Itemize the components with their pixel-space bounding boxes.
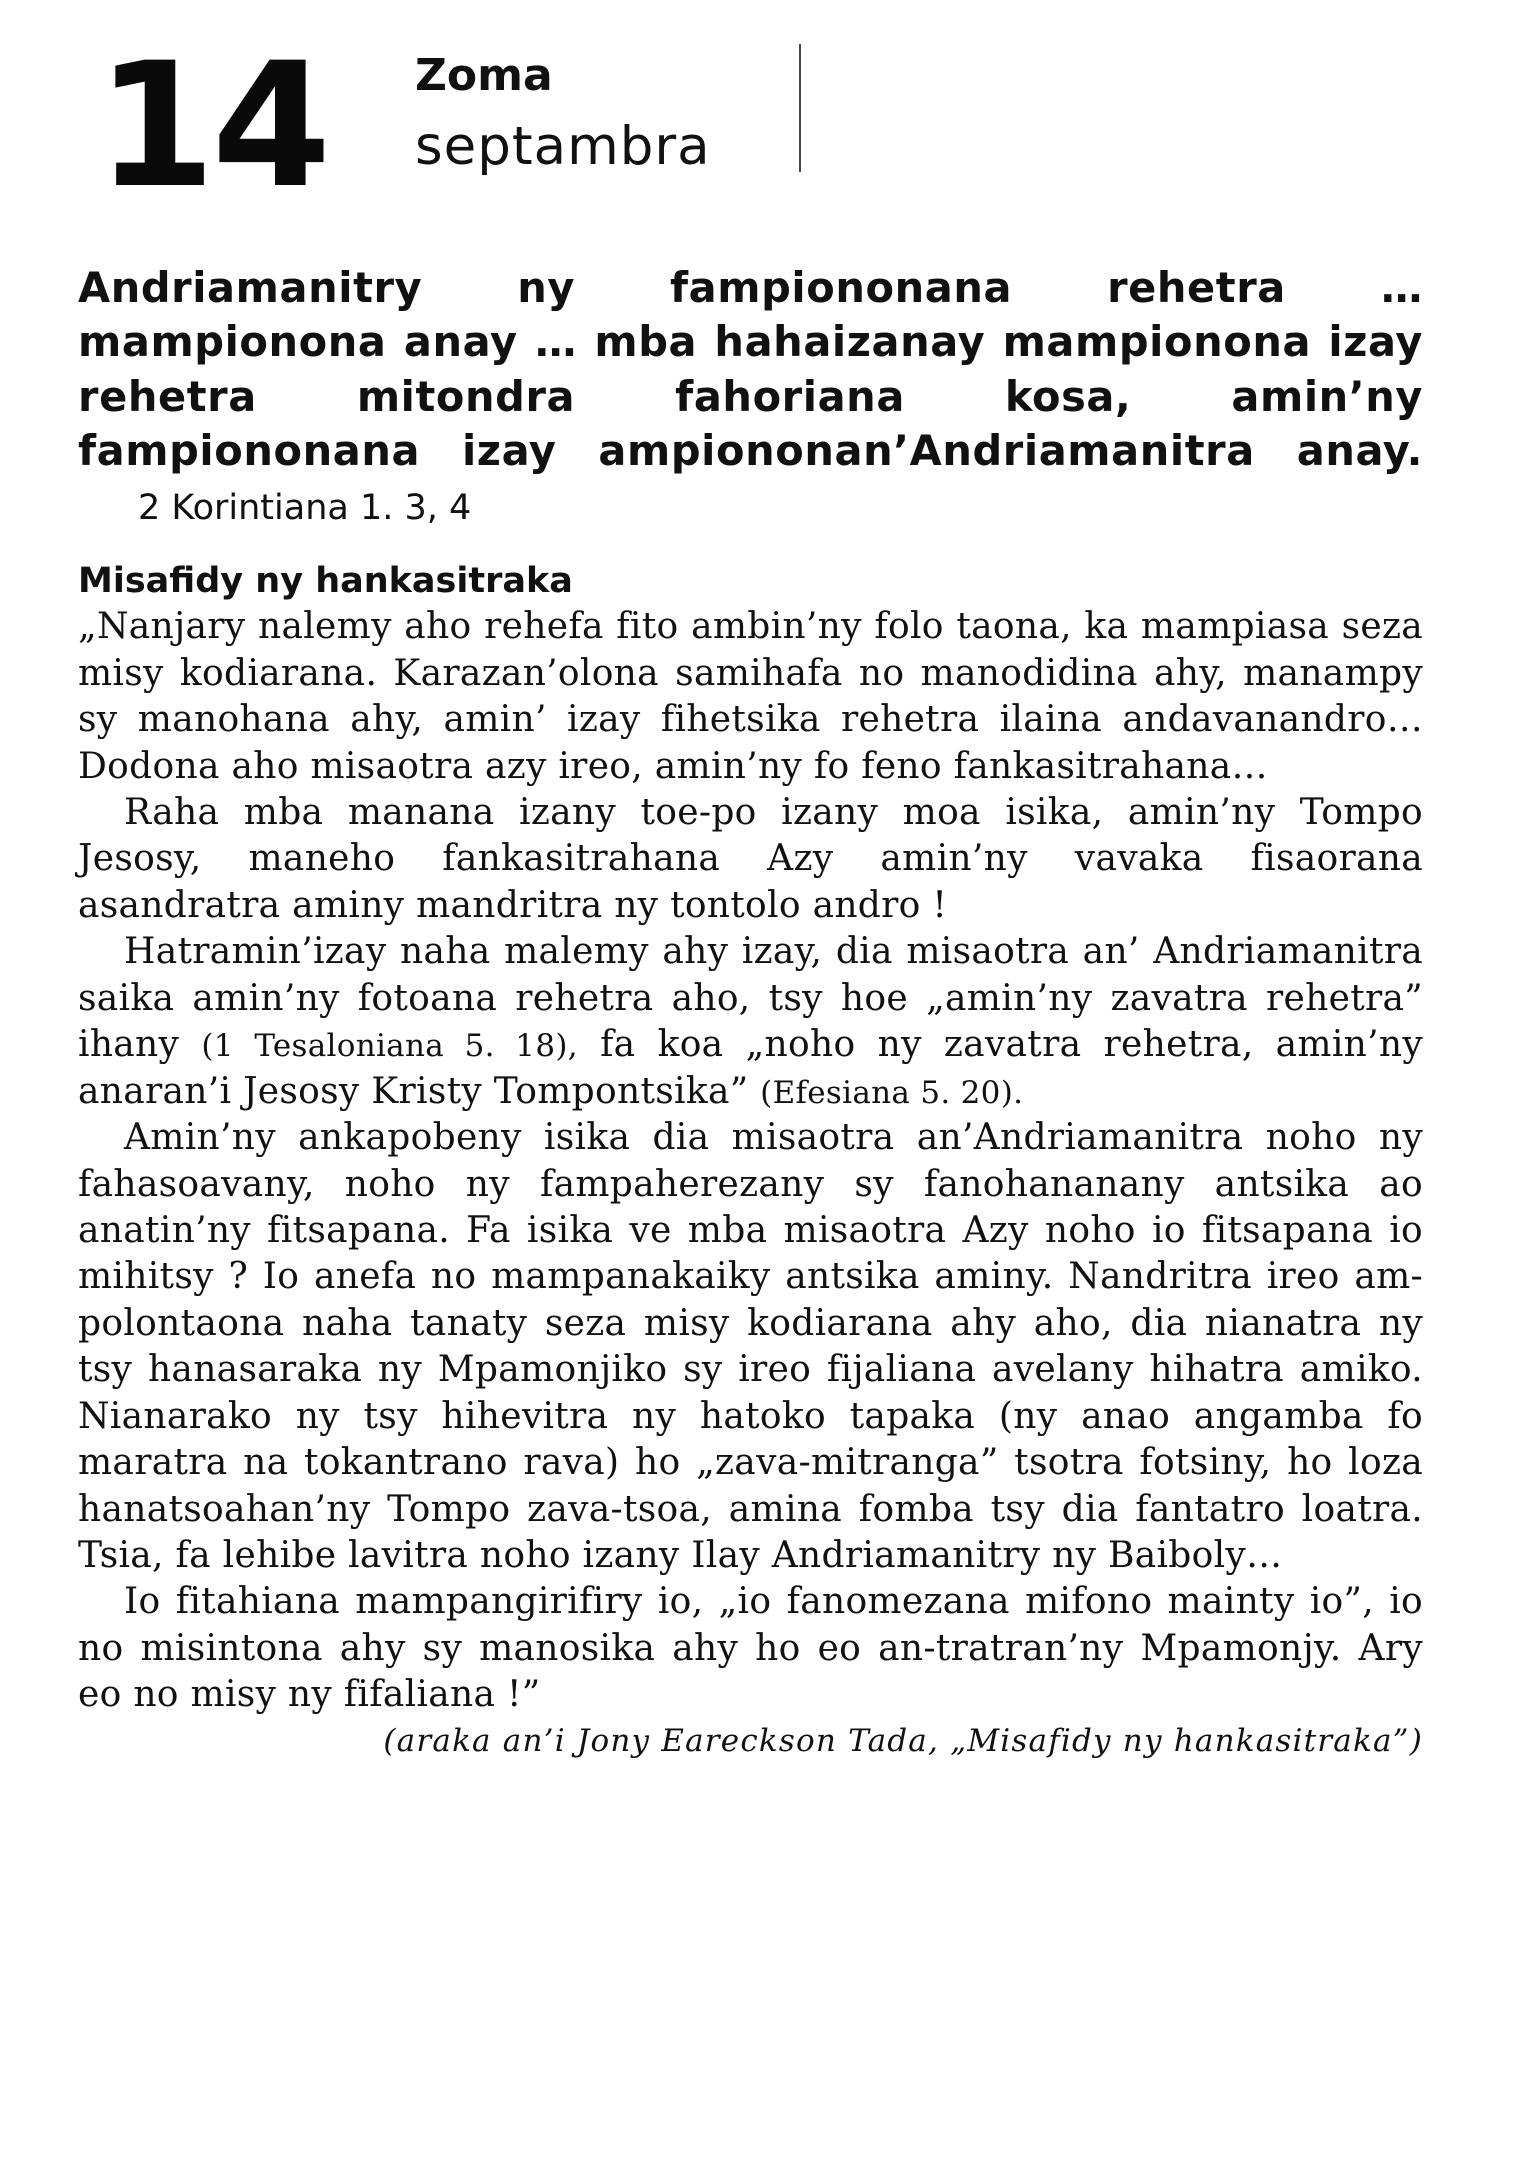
paragraph-text: fa koa „noho ny zavatra rehetra, amin’ny anaran’i Jesosy Kristy Tompontsika” xyxy=(78,1024,1423,1112)
paragraph xyxy=(78,929,1423,1115)
header-divider xyxy=(799,44,801,172)
scripture-reference: (Efesiana 5. 20). xyxy=(760,1074,1024,1111)
paragraph: „Nanjary nalemy aho rehefa fito ambin’ny folo taona, ka mampiasa seza misy kodiarana. Karazan’olona samihafa no manodidina ahy, manampy sy manohana ahy, amin’ izay fihetsika rehetra ilaina andavanandro… Dodona aho misaotra azy ireo, amin’ny fo feno fankasitrahana… xyxy=(78,606,1423,787)
date-header xyxy=(78,25,1423,226)
attribution: (araka an’i Jony Eareckson Tada, „Misafidy ny hankasitraka”) xyxy=(383,1722,1423,1759)
verse-text: Andriamanitry ny fampiononana rehetra … mampionona anay … mba hahaizanay mampionona izay rehetra mitondra fahoriana kosa, amin’ny fampiononana izay ampiononan’Andriamanitra anay. xyxy=(78,263,1423,476)
article-title: Misafidy ny hankasitraka xyxy=(78,560,573,601)
paragraph: Io fitahiana mampangirifiry io, „io fanomezana mifono mainty io”, io no misintona ahy sy manosika ahy ho eo an-tratran’ny Mpamonjy. Ary eo no misy ny fifaliana !” xyxy=(78,1581,1423,1716)
paragraph: Amin’ny ankapobeny isika dia misaotra an’Andriamanitra noho ny fahasoavany, noho ny fampaherezany sy fanohananany antsika ao anatin’ny fitsapana. Fa isika ve mba misaotra Azy noho io fitsapana io mihitsy ? Io anefa no mampanakaiky antsika aminy. Nandritra ireo am-polontaona naha tanaty seza misy kodiarana ahy aho, dia nianatra ny tsy hanasaraka ny Mpamonjiko sy ireo fijaliana avelany hihatra amiko. Nianarako ny tsy hihevitra ny hatoko tapaka (ny anao angamba fo maratra na tokantrano rava) ho „zava-mitranga” tsotra fotsiny, ho loza hanatsoahan’ny Tompo zava-tsoa, amina fomba tsy dia fantatro loatra. Tsia, fa lehibe lavitra noho izany Ilay Andriamanitry ny Baiboly… xyxy=(78,1117,1423,1577)
day-number: 14 xyxy=(96,25,328,226)
article-body xyxy=(78,604,1423,1719)
devotional-page xyxy=(78,25,1423,1761)
scripture-reference: (1 Tesaloniana 5. 18), xyxy=(201,1028,578,1065)
month: septambra xyxy=(415,116,711,177)
bible-verse xyxy=(78,261,1423,533)
paragraph-text: Hatramin’izay naha malemy ahy izay, dia misaotra an’ Andriamanitra saika amin’ny fotoana rehetra aho, tsy hoe „amin’ny zavatra rehetra” ihany xyxy=(78,931,1423,1066)
weekday: Zoma xyxy=(415,50,553,101)
paragraph: Raha mba manana izany toe-po izany moa isika, amin’ny Tompo Jesosy, maneho fankasitrahana Azy amin’ny vavaka fisaorana asandratra aminy mandritra ny tontolo andro ! xyxy=(78,792,1423,926)
verse-reference: 2 Korintiana 1. 3, 4 xyxy=(138,488,472,529)
